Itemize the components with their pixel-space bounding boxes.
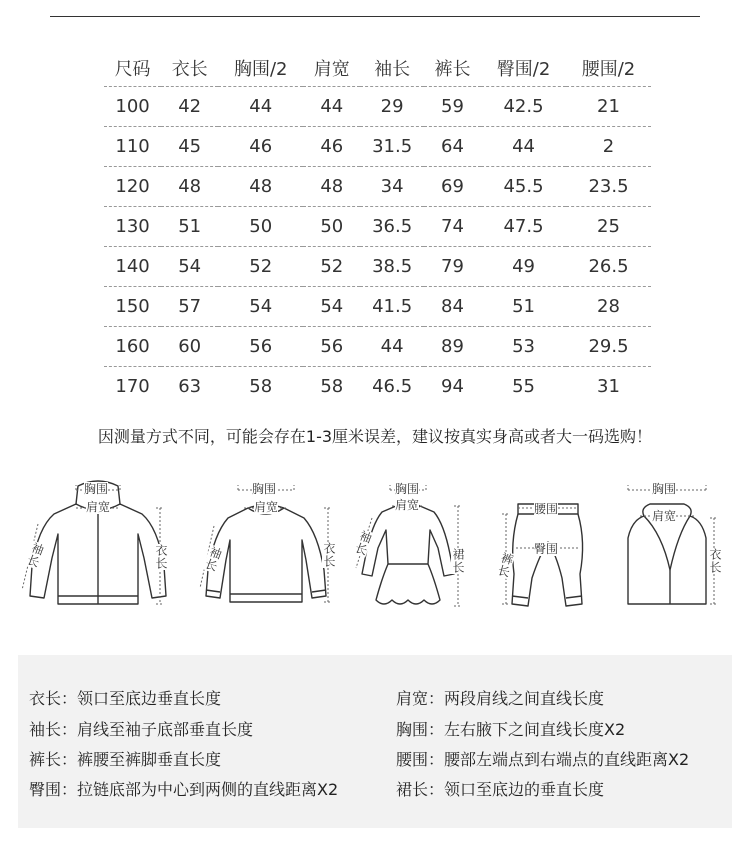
table-cell: 42 — [161, 87, 218, 127]
header-sleeve: 袖长 — [374, 59, 411, 80]
table-cell: 31 — [566, 367, 651, 407]
table-cell: 44 — [218, 87, 303, 127]
table-cell: 54 — [218, 287, 303, 327]
sweater-shoulder-label: 肩宽 — [254, 500, 279, 514]
pants-waist-label: 腰围 — [534, 502, 559, 516]
legend-item-hip: 臀围：拉链底部为中心到两侧的直线距离X2 — [29, 780, 339, 799]
table-row — [104, 247, 651, 287]
vest-diagram — [610, 478, 730, 618]
table-cell: 89 — [424, 327, 481, 367]
vest-chest-label: 胸围 — [652, 482, 677, 496]
legend-item-sleeve: 袖长：肩线至袖子底部垂直长度 — [29, 720, 254, 739]
measurement-notice: 因测量方式不同，可能会存在1-3厘米误差，建议按真实身高或者大一码选购！ — [97, 427, 653, 446]
table-header-row — [104, 50, 651, 87]
table-cell: 52 — [218, 247, 303, 287]
jacket-shoulder-label: 肩宽 — [86, 500, 111, 514]
legend-item-chest: 胸围：左右腋下之间直线长度X2 — [396, 720, 626, 739]
header-hip: 臀围/2 — [496, 59, 551, 80]
table-cell: 44 — [360, 327, 424, 367]
garment-illustrations — [0, 478, 750, 618]
table-cell: 44 — [481, 127, 566, 167]
table-cell: 53 — [481, 327, 566, 367]
table-cell: 64 — [424, 127, 481, 167]
table-cell: 48 — [161, 167, 218, 207]
table-cell: 48 — [218, 167, 303, 207]
table-cell: 34 — [360, 167, 424, 207]
size-chart-table — [104, 50, 651, 406]
table-cell: 42.5 — [481, 87, 566, 127]
table-cell: 79 — [424, 247, 481, 287]
table-cell: 84 — [424, 287, 481, 327]
table-cell: 26.5 — [566, 247, 651, 287]
dress-shoulder-label: 肩宽 — [395, 498, 420, 512]
header-size: 尺码 — [114, 59, 151, 80]
table-cell: 120 — [104, 167, 161, 207]
measurement-legend — [18, 655, 732, 828]
table-cell: 44 — [303, 87, 360, 127]
table-row — [104, 207, 651, 247]
jacket-sleeve-label: 袖长 — [23, 540, 47, 570]
dress-diagram — [350, 478, 470, 618]
table-cell: 100 — [104, 87, 161, 127]
table-cell: 150 — [104, 287, 161, 327]
table-row — [104, 87, 651, 127]
table-cell: 25 — [566, 207, 651, 247]
table-cell: 130 — [104, 207, 161, 247]
table-cell: 48 — [303, 167, 360, 207]
sweater-chest-label: 胸围 — [252, 482, 277, 496]
jacket-diagram — [18, 478, 168, 618]
table-cell: 54 — [161, 247, 218, 287]
header-shoulder: 肩宽 — [313, 59, 350, 80]
table-cell: 63 — [161, 367, 218, 407]
table-cell: 46.5 — [360, 367, 424, 407]
pants-diagram — [492, 478, 592, 618]
table-cell: 46 — [303, 127, 360, 167]
header-pants-length: 裤长 — [434, 59, 471, 80]
header-waist: 腰围/2 — [581, 59, 636, 80]
table-cell: 50 — [303, 207, 360, 247]
legend-item-pants-length: 裤长：裤腰至裤脚垂直长度 — [29, 750, 222, 769]
table-cell: 52 — [303, 247, 360, 287]
table-cell: 56 — [303, 327, 360, 367]
table-cell: 94 — [424, 367, 481, 407]
table-cell: 74 — [424, 207, 481, 247]
legend-item-waist: 腰围：腰部左端点到右端点的直线距离X2 — [396, 750, 690, 769]
sweater-diagram — [196, 478, 336, 618]
table-cell: 54 — [303, 287, 360, 327]
table-cell: 45.5 — [481, 167, 566, 207]
vest-shoulder-label: 肩宽 — [652, 509, 677, 523]
table-cell: 160 — [104, 327, 161, 367]
table-cell: 170 — [104, 367, 161, 407]
top-divider — [50, 16, 700, 17]
table-cell: 59 — [424, 87, 481, 127]
sweater-sleeve-label: 袖长 — [201, 544, 225, 574]
table-cell: 41.5 — [360, 287, 424, 327]
legend-item-shoulder: 肩宽：两段肩线之间直线长度 — [396, 689, 605, 708]
table-cell: 51 — [161, 207, 218, 247]
table-cell: 58 — [218, 367, 303, 407]
table-row — [104, 287, 651, 327]
jacket-length-label: 衣长 — [154, 544, 168, 570]
table-row — [104, 127, 651, 167]
header-chest: 胸围/2 — [233, 59, 288, 80]
table-cell: 50 — [218, 207, 303, 247]
table-cell: 55 — [481, 367, 566, 407]
table-row — [104, 327, 651, 367]
table-cell: 57 — [161, 287, 218, 327]
table-row — [104, 367, 651, 407]
table-cell: 28 — [566, 287, 651, 327]
table-cell: 2 — [566, 127, 651, 167]
table-cell: 56 — [218, 327, 303, 367]
dress-chest-label: 胸围 — [395, 482, 420, 496]
dress-length-label: 裙长 — [451, 548, 465, 574]
dress-sleeve-label: 袖长 — [351, 528, 375, 558]
table-cell: 69 — [424, 167, 481, 207]
table-cell: 38.5 — [360, 247, 424, 287]
table-cell: 60 — [161, 327, 218, 367]
table-row — [104, 167, 651, 207]
sweater-length-label: 衣长 — [322, 542, 336, 568]
pants-hip-label: 臀围 — [534, 542, 559, 556]
table-cell: 110 — [104, 127, 161, 167]
table-cell: 21 — [566, 87, 651, 127]
jacket-chest-label: 胸围 — [84, 482, 109, 496]
table-cell: 31.5 — [360, 127, 424, 167]
table-cell: 45 — [161, 127, 218, 167]
table-cell: 49 — [481, 247, 566, 287]
table-cell: 36.5 — [360, 207, 424, 247]
vest-length-label: 衣长 — [708, 548, 722, 574]
table-cell: 51 — [481, 287, 566, 327]
table-cell: 58 — [303, 367, 360, 407]
legend-item-skirt-length: 裙长：领口至底边的垂直长度 — [396, 780, 605, 799]
header-length: 衣长 — [171, 59, 208, 80]
pants-length-label: 裤长 — [494, 550, 516, 580]
table-cell: 47.5 — [481, 207, 566, 247]
legend-item-length: 衣长：领口至底边垂直长度 — [29, 689, 222, 708]
table-cell: 46 — [218, 127, 303, 167]
table-cell: 23.5 — [566, 167, 651, 207]
table-cell: 140 — [104, 247, 161, 287]
table-cell: 29.5 — [566, 327, 651, 367]
table-cell: 29 — [360, 87, 424, 127]
